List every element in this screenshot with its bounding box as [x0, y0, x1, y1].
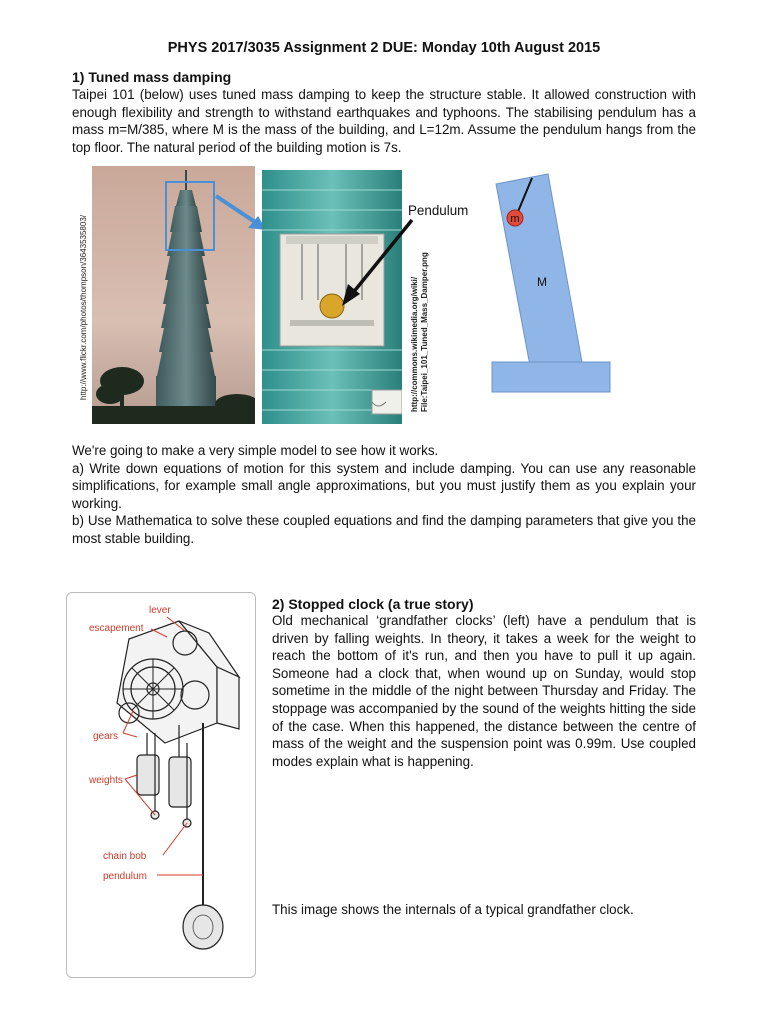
mass-m-label: m	[510, 213, 520, 225]
clock-internals-illustration	[67, 593, 255, 977]
pendulum-building-model	[486, 170, 616, 396]
clock-label-pendulum: pendulum	[103, 871, 147, 882]
credit-right-line-1: http://commons.wikimedia.org/wiki/	[410, 276, 419, 412]
ground-base	[492, 362, 610, 392]
part-b-text: b) Use Mathematica to solve these coupled equations and find the damping parameters that give you the most stable building.	[72, 513, 696, 546]
model-intro-text: We're going to make a very simple model to see how it works.	[72, 443, 439, 458]
clock-label-gears: gears	[93, 731, 119, 742]
part-a-text: a) Write down equations of motion for this system and include damping. You can use any reasonable simplifications, for example small angle approximations, but you must justify them as you explain your working.	[72, 460, 696, 511]
photo-credit-left: http://www.flickr.com/photos/thompson/3643535803/	[79, 215, 88, 400]
pointer-arrow-shaft	[352, 220, 412, 294]
highlight-box	[166, 182, 214, 250]
clock-label-weights: weights	[89, 775, 123, 786]
zoom-arrow-shaft	[216, 196, 258, 224]
clock-label-escapement: escapement	[89, 623, 144, 634]
section-2-heading: 2) Stopped clock (a true story)	[272, 596, 474, 612]
pendulum-label: Pendulum	[408, 203, 469, 218]
building-block	[496, 174, 582, 366]
section-2-text: Old mechanical ‘grandfather clocks’ (left) have a pendulum that is driven by falling weights. In theory, it takes a week for the weight to reach the bottom of it's run, and then you have to pull it up again. Someone had a clock that, when wound up on Sunday, would stop sometime in the middle of the night between Thursday and Friday. The stoppage was accompanied by the sound of the weights hitting the side of the case. When this happened, the distance between the centre of mass of the weight and the suspension point was 0.99m. Use coupled modes explain what is happening.	[272, 613, 696, 769]
mass-M-label: M	[537, 275, 547, 289]
pendulum-pointer	[330, 214, 420, 310]
intro-text: Taipei 101 (below) uses tuned mass damping to keep the structure stable. It allowed construction with enough flexibility and strength to withstand earthquakes and typhoons. The stabilising pendulum has a mass m=M/385, where M is the mass of the building, and L=12m. Assume the pendulum hangs from the top floor. The natural period of the building motion is 7s.	[72, 87, 696, 155]
clock-label-lever: lever	[149, 605, 171, 616]
section-2-body	[272, 612, 696, 770]
photo-credit-right	[410, 252, 430, 412]
clock-label-chain-bob: chain bob	[103, 851, 147, 862]
grandfather-clock-figure	[66, 592, 256, 978]
page-title: PHYS 2017/3035 Assignment 2 DUE: Monday 10th August 2015	[167, 40, 601, 56]
zoom-callout	[160, 176, 270, 256]
section-1-heading: 1) Tuned mass damping	[72, 69, 232, 85]
credit-right-line-2: File:Taipei_101_Tuned_Mass_Damper.png	[420, 252, 429, 412]
section-1-questions	[72, 442, 696, 548]
clock-figure-caption: This image shows the internals of a typical grandfather clock.	[272, 902, 634, 917]
section-1-intro	[72, 86, 696, 156]
